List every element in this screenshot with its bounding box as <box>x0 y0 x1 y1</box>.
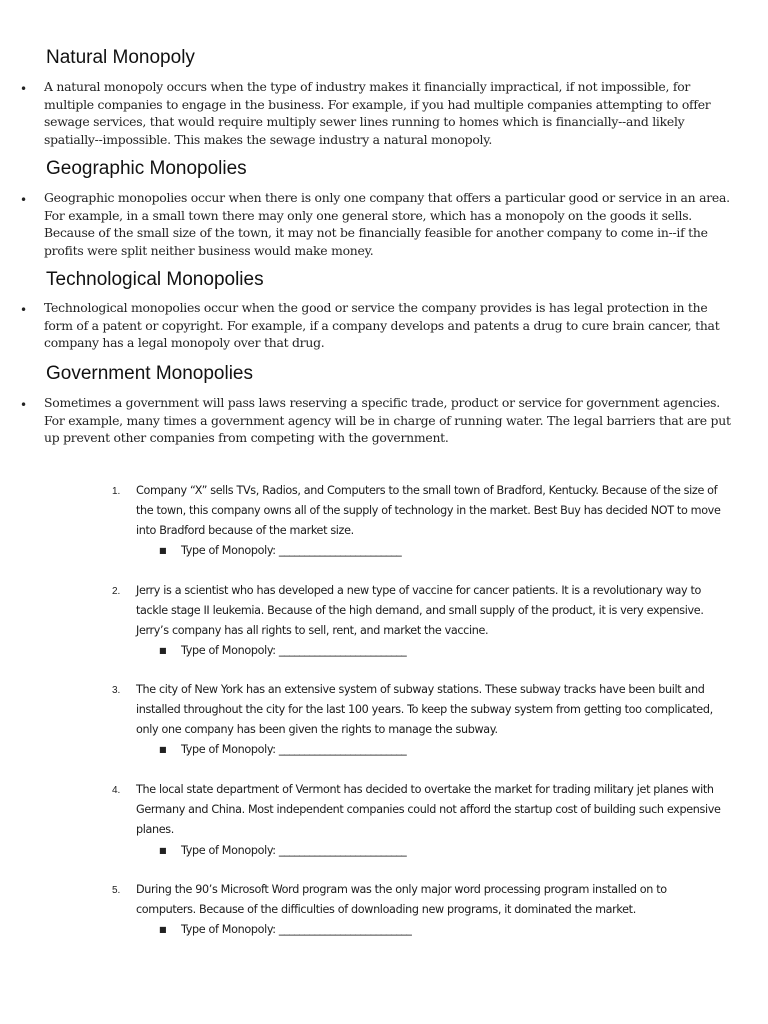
question-text: The city of New York has an extensive system of subway stations. These subway tracks have been built and installed throughout the city for the last 100 years. To keep the subway system from getting too complicated, only one company has been given the rights to manage the subway. <box>136 683 713 736</box>
answer-blank[interactable]: _________________________ <box>278 844 407 857</box>
question-number: 2. <box>112 586 121 597</box>
question-text: The local state department of Vermont has decided to overtake the market for trading military jet planes with Germany and China. Most independent companies could not afford the startup cost of building such expensive planes. <box>136 783 721 836</box>
answer-label: Type of Monopoly: <box>181 743 279 756</box>
square-bullet-icon: ■ <box>159 646 167 655</box>
square-bullet-icon: ■ <box>159 546 167 555</box>
heading-natural-monopoly: Natural Monopoly <box>46 47 195 68</box>
bullet-icon: • <box>20 193 28 207</box>
paragraph-government-monopolies: Sometimes a government will pass laws reserving a specific trade, product or service for government agencies. For example, many times a government agency will be in charge of running water. The legal barriers that are put up prevent other companies from competing with the government. <box>44 395 731 445</box>
question-number: 3. <box>112 685 121 696</box>
paragraph-technological-monopolies: Technological monopolies occur when the good or service the company provides is has legal protection in the form of a patent or copyright. For example, if a company develops and patents a drug to cure brain cancer, that company has a legal monopoly over that drug. <box>44 300 720 350</box>
paragraph-geographic-monopolies: Geographic monopolies occur when there is only one company that offers a particular good or service in an area. For example, in a small town there may only one general store, which has a monopoly on the goods it sells. Because of the small size of the town, it may not be financially feasible for another company to come in--if the profits were split neither business would make money. <box>44 190 730 258</box>
answer-blank[interactable]: _________________________ <box>278 644 407 657</box>
heading-geographic-monopolies: Geographic Monopolies <box>46 158 247 179</box>
bullet-icon: • <box>20 303 28 317</box>
heading-government-monopolies: Government Monopolies <box>46 363 253 384</box>
answer-label: Type of Monopoly: <box>181 923 279 936</box>
answer-line[interactable] <box>181 541 401 561</box>
question-text: Jerry is a scientist who has developed a new type of vaccine for cancer patients. It is a revolutionary way to tackle stage II leukemia. Because of the high demand, and small supply of the product, it is very expensive. Jerry’s company has all rights to sell, rent, and market the vaccine. <box>136 584 704 637</box>
answer-blank[interactable]: ________________________ <box>278 544 402 557</box>
answer-blank[interactable]: _________________________ <box>278 743 407 756</box>
question-text: During the 90’s Microsoft Word program was the only major word processing program installed on to computers. Because of the difficulties of downloading new programs, it dominated the market. <box>136 883 667 916</box>
paragraph-natural-monopoly: A natural monopoly occurs when the type of industry makes it financially impractical, if not impossible, for multiple companies to engage in the business. For example, if you had multiple companies attempting to offer sewage services, that would require multiply sewer lines running to homes which is financially--and likely spatially--impossible. This makes the sewage industry a natural monopoly. <box>44 79 711 147</box>
heading-technological-monopolies: Technological Monopolies <box>46 269 264 290</box>
question-number: 5. <box>112 885 121 896</box>
question-text: Company “X” sells TVs, Radios, and Computers to the small town of Bradford, Kentucky. Because of the size of the town, this company owns all of the supply of technology in the market. Best Buy has decided NOT to move into Bradford because of the market size. <box>136 484 721 537</box>
answer-label: Type of Monopoly: <box>181 544 279 557</box>
square-bullet-icon: ■ <box>159 846 167 855</box>
square-bullet-icon: ■ <box>159 925 167 934</box>
answer-line[interactable] <box>181 641 406 661</box>
answer-blank[interactable]: __________________________ <box>278 923 412 936</box>
answer-label: Type of Monopoly: <box>181 844 279 857</box>
answer-line[interactable] <box>181 740 406 760</box>
answer-line[interactable] <box>181 920 411 940</box>
bullet-icon: • <box>20 398 28 412</box>
square-bullet-icon: ■ <box>159 745 167 754</box>
answer-line[interactable] <box>181 841 406 861</box>
question-number: 1. <box>112 486 121 497</box>
answer-label: Type of Monopoly: <box>181 644 279 657</box>
bullet-icon: • <box>20 82 28 96</box>
question-number: 4. <box>112 785 121 796</box>
